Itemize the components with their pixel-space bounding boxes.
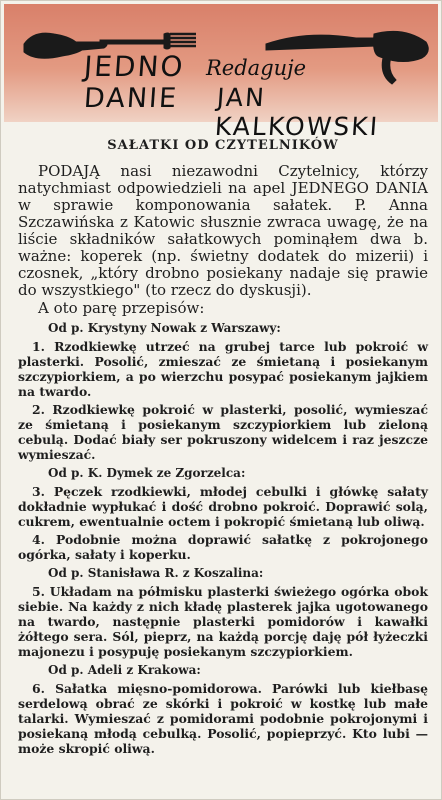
recipe-text: 1. Rzodkiewkę utrzeć na grubej tarce lub pokroić w plasterki. Posolić, zmieszać ze śmietaną i posiekanym szczypiorkiem, a po wierzchu posypać posiekanym jajkiem na twardo. <box>18 339 428 399</box>
article-title: SAŁATKI OD CZYTELNIKÓW <box>107 138 339 153</box>
recipe-text: 3. Pęczek rzodkiewki, młodej cebulki i główkę sałaty dokładnie wypłukać i dość drobno pokroić. Doprawić solą, cukrem, ewentualnie octem i pokropić śmietaną lub oliwą. <box>18 484 428 529</box>
recipe-source: Od p. Adeli z Krakowa: <box>48 663 201 677</box>
recipe-text: 4. Podobnie można doprawić sałatkę z pokrojonego ogórka, sałaty i koperku. <box>18 532 428 562</box>
article-body <box>18 128 428 759</box>
header-title-line1: JEDNO <box>82 50 186 83</box>
header-editor-name: JAN KALKOWSKI <box>213 83 381 141</box>
header-title-line2: DANIE <box>82 83 180 114</box>
recipe-source: Od p. K. Dymek ze Zgorzelca: <box>48 466 246 480</box>
recipe-text: 5. Układam na półmisku plasterki świeżego ogórka obok siebie. Na każdy z nich kładę plasterek jajka ugotowanego na twardo, następnie plasterki pomidorów i kawałki żółtego sera. Sól, pieprz, na każdą porcję daję pół łyżeczki majonezu i posypuję posiekanym szczypiorkiem. <box>18 584 428 659</box>
recipe-text: 6. Sałatka mięsno-pomidorowa. Parówki lub kiełbasę serdelową obrać ze skórki i pokroić w kostkę lub małe talarki. Wymieszać z pomidorami podobnie pokrojonymi i posiekaną młodą cebulką. Posolić, popieprzyć. Kto lubi — może skropić oliwą. <box>18 681 428 756</box>
recipe-text: 2. Rzodkiewkę pokroić w plasterki, posolić, wymieszać ze śmietaną i posiekanym szczypiorkiem lub zieloną cebulą. Dodać biały ser pokruszony widelcem i raz jeszcze wymieszać. <box>18 402 428 462</box>
column-header <box>4 4 438 141</box>
recipes-lead: A oto parę przepisów: <box>38 299 205 317</box>
recipe-source: Od p. Stanisława R. z Koszalina: <box>48 566 264 580</box>
article-intro: PODAJĄ nasi niezawodni Czytelnicy, którzy natychmiast odpowiedzieli na apel JEDNEGO DANIA w sprawie komponowania sałatek. P. Anna Szczawińska z Katowic słusznie zwraca uwagę, że na liście składników sałatkowych pominąłem dwa b. ważne: koperek (np. świetny dodatek do mizerii) i czosnek, „który drobno posiekany nadaje się prawie do wszystkiego" (to rzecz do dyskusji). <box>18 162 428 299</box>
header-redaguje: Redaguje <box>206 56 307 80</box>
recipe-source: Od p. Krystyny Nowak z Warszawy: <box>48 321 281 335</box>
